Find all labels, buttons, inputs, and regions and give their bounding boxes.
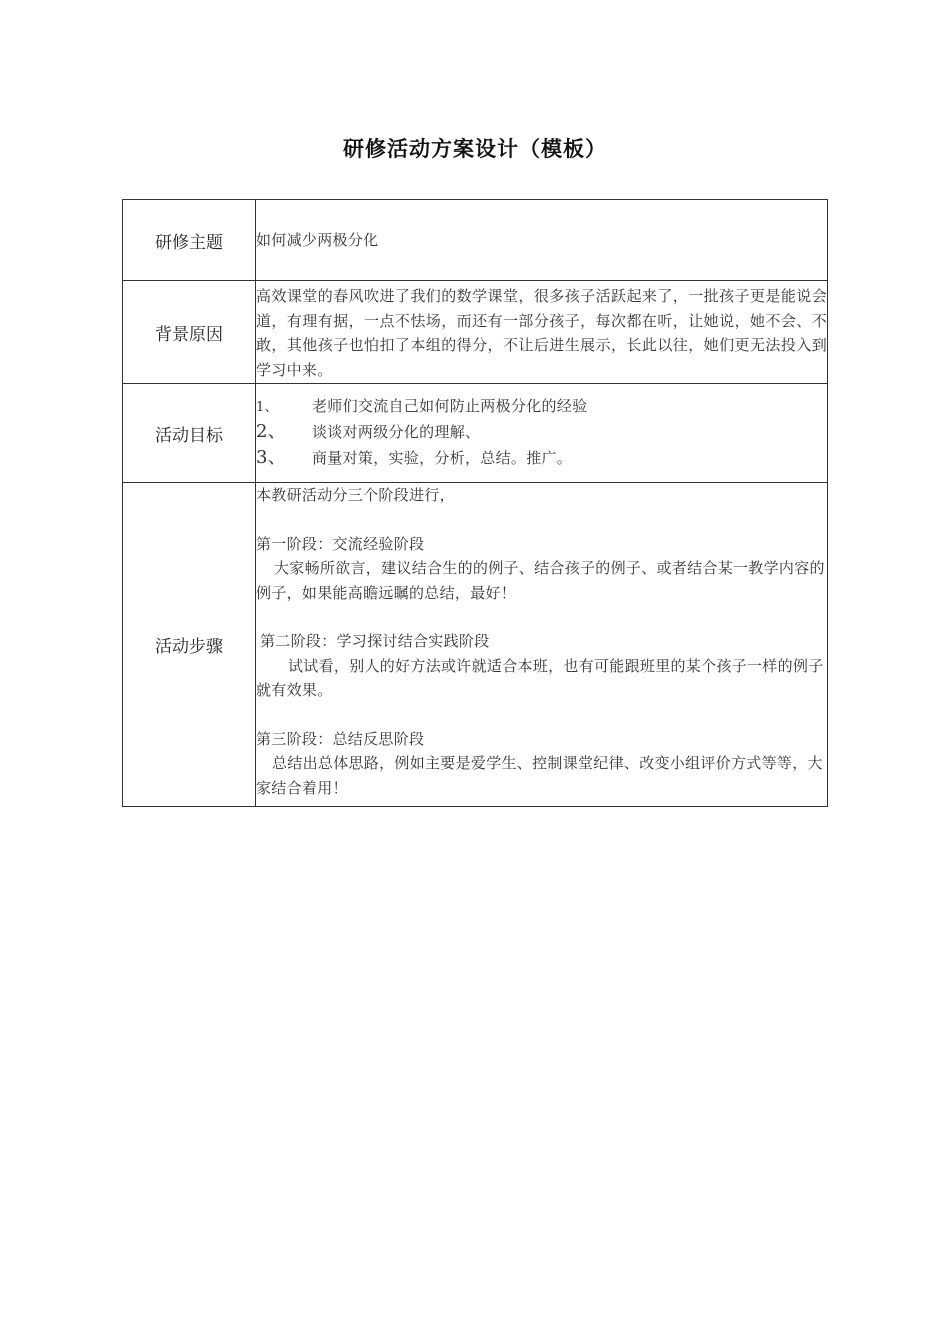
stage1-title: 第一阶段：交流经验阶段 [256, 534, 425, 553]
goal-item [256, 420, 827, 446]
plan-table [122, 199, 828, 807]
row-label-steps: 活动步骤 [123, 483, 256, 807]
table-row-background [123, 281, 828, 384]
stage3-body: 总结出总体思路，例如主要是爱学生、控制课堂纪律、改变小组评价方式等等，大家结合着用！ [256, 754, 823, 797]
row-content-theme: 如何减少两极分化 [256, 200, 828, 281]
goal-text: 商量对策，实验，分析，总结。推广。 [312, 449, 573, 467]
table-row-goals [123, 384, 828, 483]
goal-text: 谈谈对两级分化的理解、 [312, 423, 481, 441]
table-row-theme [123, 200, 828, 281]
goal-number: 2、 [256, 421, 287, 442]
row-label-theme: 研修主题 [123, 200, 256, 281]
stage1-body: 大家畅所欲言，建议结合生的的例子、结合孩子的例子、或者结合某一教学内容的例子，如果能高瞻远瞩的总结，最好！ [256, 559, 825, 602]
steps-intro: 本教研活动分三个阶段进行， [256, 486, 455, 504]
goal-item [256, 446, 827, 472]
row-label-background: 背景原因 [123, 281, 256, 384]
row-label-goals: 活动目标 [123, 384, 256, 483]
row-content-steps [256, 483, 828, 807]
page-title: 研修活动方案设计（模板） [343, 136, 607, 161]
stage3-title: 第三阶段：总结反思阶段 [256, 729, 425, 748]
stage2-body: 试试看，别人的好方法或许就适合本班，也有可能跟班里的某个孩子一样的例子就有效果。 [256, 656, 824, 699]
goal-item [256, 394, 827, 420]
row-content-goals [256, 384, 828, 483]
table-row-steps [123, 483, 828, 807]
goal-text: 老师们交流自己如何防止两极分化的经验 [312, 397, 588, 415]
goal-number: 3、 [256, 447, 287, 468]
stage2-title: 第二阶段：学习探讨结合实践阶段 [260, 632, 490, 650]
goal-number: 1、 [256, 400, 278, 415]
row-content-background: 高效课堂的春风吹进了我们的数学课堂，很多孩子活跃起来了，一批孩子更是能说会道，有理有据，一点不怯场，而还有一部分孩子，每次都在听，让她说，她不会、不敢，其他孩子也怕扣了本组的得分，不让后进生展示，长此以往，她们更无法投入到学习中来。 [256, 281, 828, 384]
